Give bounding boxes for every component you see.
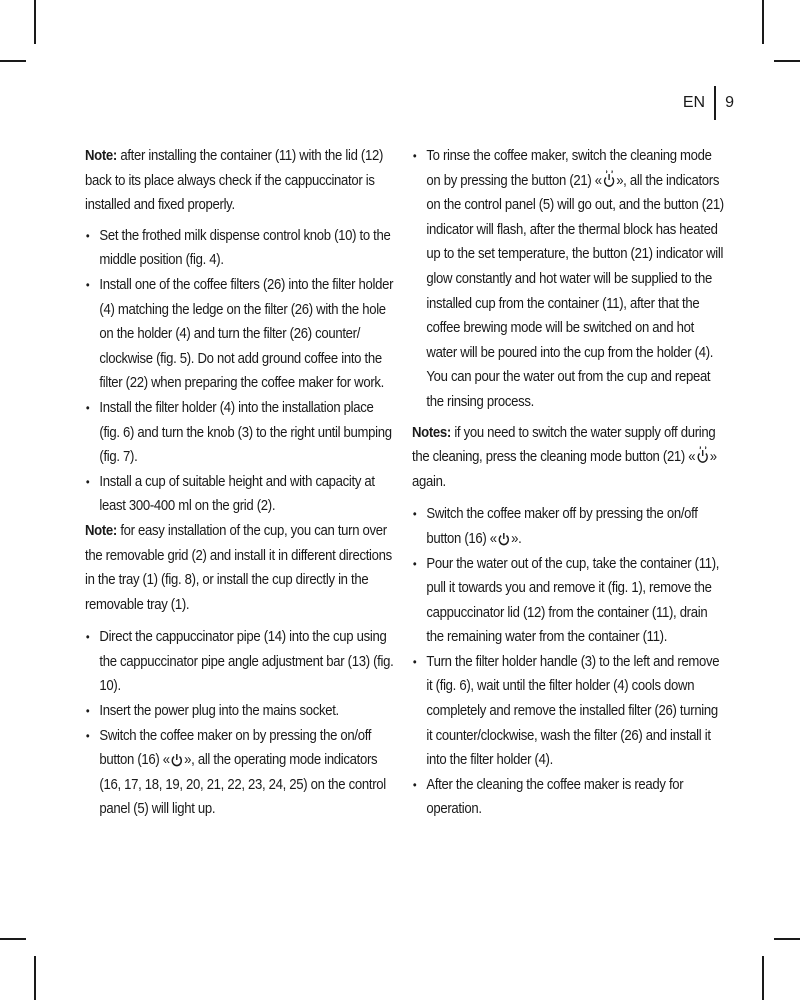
list-item: • Install a cup of suitable height and with capacity at least 300-400 ml on the grid (2). bbox=[85, 470, 395, 519]
list-item bbox=[85, 724, 395, 822]
bullet-list bbox=[412, 144, 725, 415]
bullet-list bbox=[85, 224, 395, 519]
list-item-text: ». bbox=[511, 530, 522, 547]
list-item: • Insert the power plug into the mains socket. bbox=[85, 699, 395, 724]
crop-mark bbox=[34, 0, 36, 44]
crop-mark bbox=[0, 938, 26, 940]
note-paragraph bbox=[85, 144, 395, 218]
crop-mark bbox=[762, 0, 764, 44]
notes-paragraph bbox=[412, 421, 725, 495]
power-icon bbox=[498, 532, 511, 546]
list-item-text: Switch the coffee maker off by pressing the on/off button (16) « bbox=[426, 506, 698, 547]
notes-text: » again. bbox=[412, 449, 717, 490]
right-column bbox=[412, 144, 725, 828]
list-item-text: To rinse the coffee maker, switch the cleaning mode on by pressing the button (21) « bbox=[426, 148, 712, 189]
left-column bbox=[85, 144, 395, 828]
list-item: • Pour the water out of the cup, take the container (11), pull it towards you and remove it (fig. 1), remove the cappuccinator lid (12) from the container (11), drain the remaining water from the container (11). bbox=[412, 552, 725, 650]
crop-mark bbox=[774, 938, 800, 940]
list-item-text: », all the indicators on the control panel (5) will go out, and the button (21) indicator will flash, after the thermal block has heated up to the set temperature, the button (21) indicator will glow constantly and hot water will be supplied to the installed cup from the container (11), after that the coffee brewing mode will be switched on and hot water will be poured into the cup from the holder (4). You can pour the water out from the cup and repeat the rinsing process. bbox=[426, 172, 724, 410]
language-code: EN bbox=[682, 94, 706, 111]
power-icon bbox=[171, 753, 184, 767]
list-item: • Install one of the coffee filters (26) into the filter holder (4) matching the ledge on the filter (26) with the hole on the holder (4) and turn the filter (26) counter/ clockwise (fig. 5). Do not add ground coffee into the filter (22) when preparing the coffee maker for work. bbox=[85, 273, 395, 396]
header-divider bbox=[714, 86, 716, 120]
note-text: after installing the container (11) with the lid (12) back to its place always check if the cappuccinator is installed and fixed properly. bbox=[85, 148, 384, 214]
note-label: Note: bbox=[85, 522, 117, 539]
list-item-text: », all the operating mode indicators (16, 17, 18, 19, 20, 21, 22, 23, 24, 25) on the control panel (5) will light up. bbox=[99, 752, 386, 818]
note-paragraph bbox=[85, 519, 395, 617]
page-header bbox=[683, 86, 734, 120]
crop-mark bbox=[0, 60, 26, 62]
notes-text: if you need to switch the water supply off during the cleaning, press the cleaning mode button (21) « bbox=[412, 424, 716, 466]
list-item: • Turn the filter holder handle (3) to the left and remove it (fig. 6), wait until the filter holder (4) cools down completely and remove the installed filter (26) turning it counter/clockwise, wash the filter (26) and install it into the filter holder (4). bbox=[412, 650, 725, 773]
cleaning-mode-icon bbox=[696, 446, 709, 464]
crop-mark bbox=[762, 956, 764, 1000]
bullet-list bbox=[412, 502, 725, 822]
list-item: • Set the frothed milk dispense control knob (10) to the middle position (fig. 4). bbox=[85, 224, 395, 273]
list-item: • After the cleaning the coffee maker is ready for operation. bbox=[412, 773, 725, 822]
list-item-text: Switch the coffee maker on by pressing the on/off button (16) « bbox=[99, 727, 372, 769]
list-item bbox=[412, 144, 725, 415]
list-item bbox=[412, 502, 725, 551]
cleaning-mode-icon bbox=[603, 170, 616, 188]
page-number: 9 bbox=[725, 94, 734, 111]
notes-label: Notes: bbox=[412, 424, 451, 441]
crop-mark bbox=[774, 60, 800, 62]
list-item: • Direct the cappuccinator pipe (14) into the cup using the cappuccinator pipe angle adjustment bar (13) (fig. 10). bbox=[85, 625, 395, 699]
crop-mark bbox=[34, 956, 36, 1000]
bullet-list bbox=[85, 625, 395, 822]
note-label: Note: bbox=[85, 148, 117, 164]
note-text: for easy installation of the cup, you can turn over the removable grid (2) and install it in different directions in the tray (1) (fig. 8), or install the cup directly in the removable tray (1). bbox=[85, 522, 392, 613]
list-item: • Install the filter holder (4) into the installation place (fig. 6) and turn the knob (3) to the right until bumping (fig. 7). bbox=[85, 396, 395, 470]
